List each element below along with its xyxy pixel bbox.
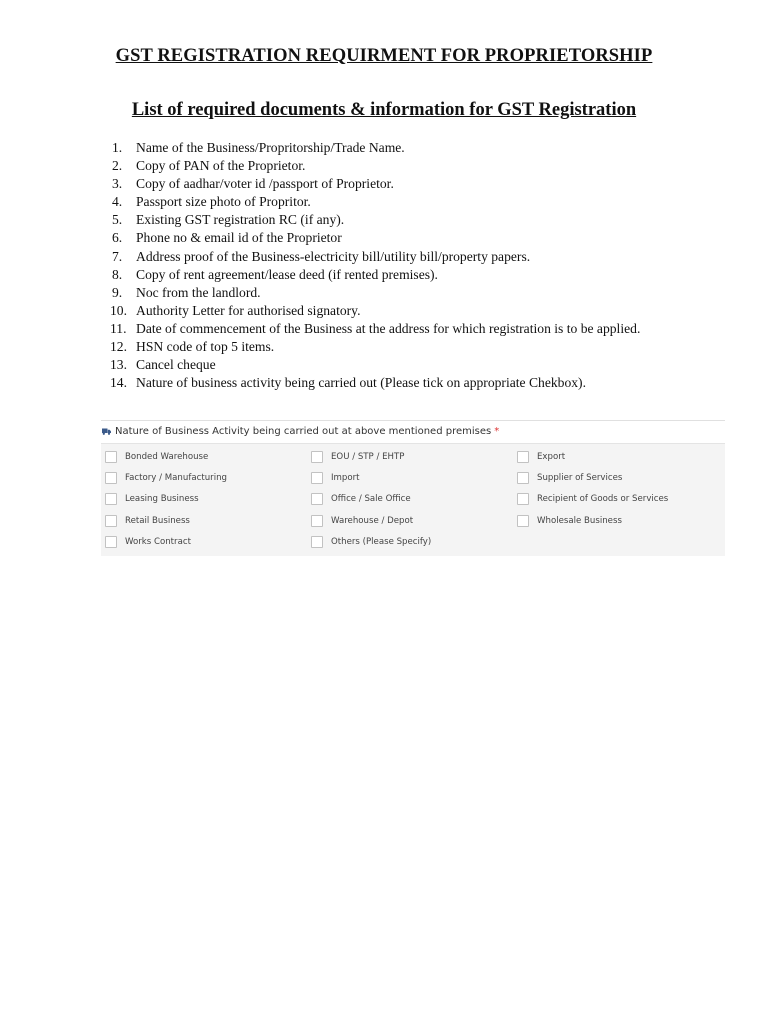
list-number: 10. xyxy=(110,302,127,318)
checkbox[interactable] xyxy=(311,536,323,548)
list-text: Passport size photo of Propritor. xyxy=(136,194,311,210)
list-number: 11. xyxy=(110,320,127,336)
list-number: 7. xyxy=(112,248,123,264)
document-title: GST REGISTRATION REQUIRMENT FOR PROPRIETORSHIP xyxy=(115,46,653,66)
checkbox[interactable] xyxy=(517,515,529,527)
checkbox-label: Retail Business xyxy=(125,516,190,526)
checkbox-label: Factory / Manufacturing xyxy=(125,473,227,483)
list-item xyxy=(108,266,648,284)
list-text: Phone no & email id of the Proprietor xyxy=(136,230,342,246)
checkbox[interactable] xyxy=(105,536,117,548)
truck-icon xyxy=(102,428,111,435)
checkbox[interactable] xyxy=(517,472,529,484)
list-item xyxy=(108,338,648,356)
list-item xyxy=(108,356,648,374)
checkbox[interactable] xyxy=(105,493,117,505)
list-number: 9. xyxy=(112,284,123,300)
list-item xyxy=(108,139,648,157)
document-subtitle: List of required documents & information for GST Registration xyxy=(131,100,637,120)
list-number: 13. xyxy=(110,357,127,373)
checkbox-label: Office / Sale Office xyxy=(331,494,411,504)
panel-heading xyxy=(115,421,499,443)
list-text: Name of the Business/Propritorship/Trade Name. xyxy=(136,140,405,155)
required-mark: * xyxy=(494,426,500,437)
list-item xyxy=(108,211,648,229)
list-text: Existing GST registration RC (if any). xyxy=(136,212,345,228)
list-number: 4. xyxy=(112,194,123,210)
checkbox[interactable] xyxy=(105,515,117,527)
checkbox-label: Supplier of Services xyxy=(537,473,623,483)
checkbox-label: Leasing Business xyxy=(125,494,199,504)
list-item xyxy=(108,302,648,320)
list-text: Copy of PAN of the Proprietor. xyxy=(136,158,306,174)
checkbox[interactable] xyxy=(517,493,529,505)
list-item xyxy=(108,175,648,193)
list-text: Date of commencement of the Business at the address for which registration is to be applied. xyxy=(136,320,641,336)
checkbox[interactable] xyxy=(105,472,117,484)
list-number: 5. xyxy=(112,212,123,228)
list-item xyxy=(108,248,648,266)
list-item xyxy=(108,157,648,175)
list-text: Cancel cheque xyxy=(136,357,216,373)
list-number: 2. xyxy=(112,158,123,174)
list-item xyxy=(108,229,648,247)
list-number: 8. xyxy=(112,266,123,282)
list-number: 14. xyxy=(110,375,127,391)
checkbox[interactable] xyxy=(105,451,117,463)
checkbox-label: Wholesale Business xyxy=(537,516,622,526)
list-text: Noc from the landlord. xyxy=(136,284,261,300)
checkbox-label: EOU / STP / EHTP xyxy=(331,452,405,462)
checkbox[interactable] xyxy=(311,493,323,505)
checkbox-label: Others (Please Specify) xyxy=(331,537,432,547)
checkbox[interactable] xyxy=(311,515,323,527)
required-documents-list xyxy=(108,139,648,392)
list-item xyxy=(108,193,648,211)
list-text: Authority Letter for authorised signatory. xyxy=(136,302,361,318)
list-item xyxy=(108,374,648,392)
checkbox-label: Import xyxy=(331,473,360,483)
list-text: Copy of aadhar/voter id /passport of Proprietor. xyxy=(136,176,394,192)
business-activity-panel xyxy=(101,420,725,556)
list-text: HSN code of top 5 items. xyxy=(136,339,275,355)
checkbox[interactable] xyxy=(311,472,323,484)
list-number: 1. xyxy=(112,140,123,155)
list-number: 6. xyxy=(112,230,123,246)
checkbox-label: Works Contract xyxy=(125,537,191,547)
list-text: Address proof of the Business-electricity bill/utility bill/property papers. xyxy=(136,248,531,264)
checkbox-label: Recipient of Goods or Services xyxy=(537,494,669,504)
panel-heading-text: Nature of Business Activity being carried out at above mentioned premises xyxy=(115,426,492,437)
list-number: 12. xyxy=(110,339,127,355)
list-item xyxy=(108,320,648,338)
list-text: Nature of business activity being carried out (Please tick on appropriate Chekbox). xyxy=(136,375,586,391)
list-number: 3. xyxy=(112,176,123,192)
checkbox-label: Bonded Warehouse xyxy=(125,452,209,462)
list-text: Copy of rent agreement/lease deed (if rented premises). xyxy=(136,266,438,282)
checkbox-label: Warehouse / Depot xyxy=(331,516,414,526)
list-item xyxy=(108,284,648,302)
checkbox[interactable] xyxy=(311,451,323,463)
checkbox-label: Export xyxy=(537,452,566,462)
checkbox[interactable] xyxy=(517,451,529,463)
panel-header xyxy=(101,421,725,444)
